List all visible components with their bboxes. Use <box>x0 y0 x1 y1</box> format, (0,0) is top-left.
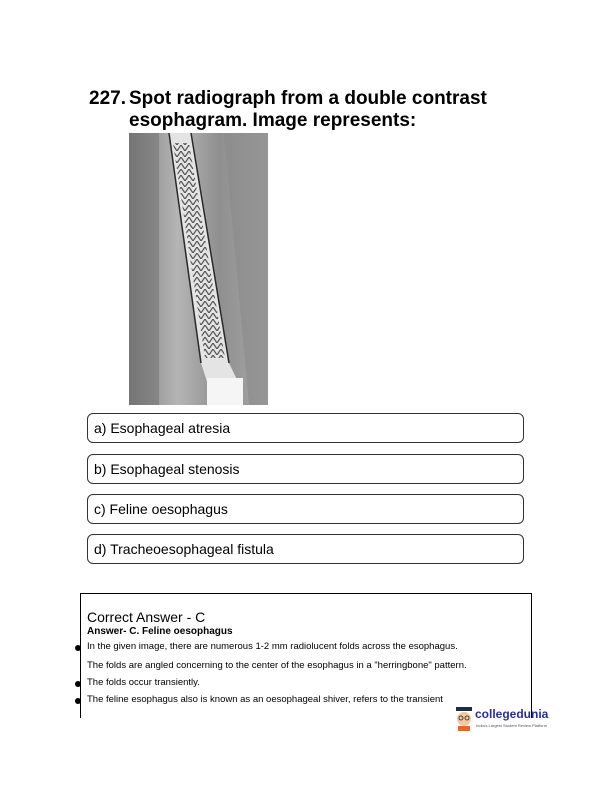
graduate-mascot-icon <box>454 707 474 731</box>
radiograph-illustration <box>129 133 268 405</box>
option-c[interactable]: c) Feline oesophagus <box>87 494 524 524</box>
collegedunia-logo <box>454 705 558 735</box>
explanation-line: The folds are angled concerning to the center of the esophagus in a "herringbone" pattern. <box>87 660 467 671</box>
question-text: Spot radiograph from a double contrast esophagram. Image represents: <box>129 88 487 131</box>
correct-answer: Correct Answer - C <box>87 609 206 625</box>
question-number: 227. <box>89 88 126 109</box>
bullet-icon <box>75 698 81 704</box>
logo-tagline: India's Largest Student Review Platform <box>476 723 548 728</box>
answer-title: Answer- C. Feline oesophagus <box>87 626 233 637</box>
explanation-line: The feline esophagus also is known as an oesophageal shiver, refers to the transient <box>87 694 443 705</box>
option-a[interactable]: a) Esophageal atresia <box>87 413 524 443</box>
explanation-line: In the given image, there are numerous 1-2 mm radiolucent folds across the esophagus. <box>87 641 458 652</box>
option-d[interactable]: d) Tracheoesophageal fistula <box>87 534 524 564</box>
logo-name: collegedunia <box>475 707 549 721</box>
bullet-icon <box>75 645 81 651</box>
option-b[interactable]: b) Esophageal stenosis <box>87 454 524 484</box>
explanation-line: The folds occur transiently. <box>87 677 200 688</box>
radiograph-image <box>129 133 268 405</box>
bullet-icon <box>75 681 81 687</box>
